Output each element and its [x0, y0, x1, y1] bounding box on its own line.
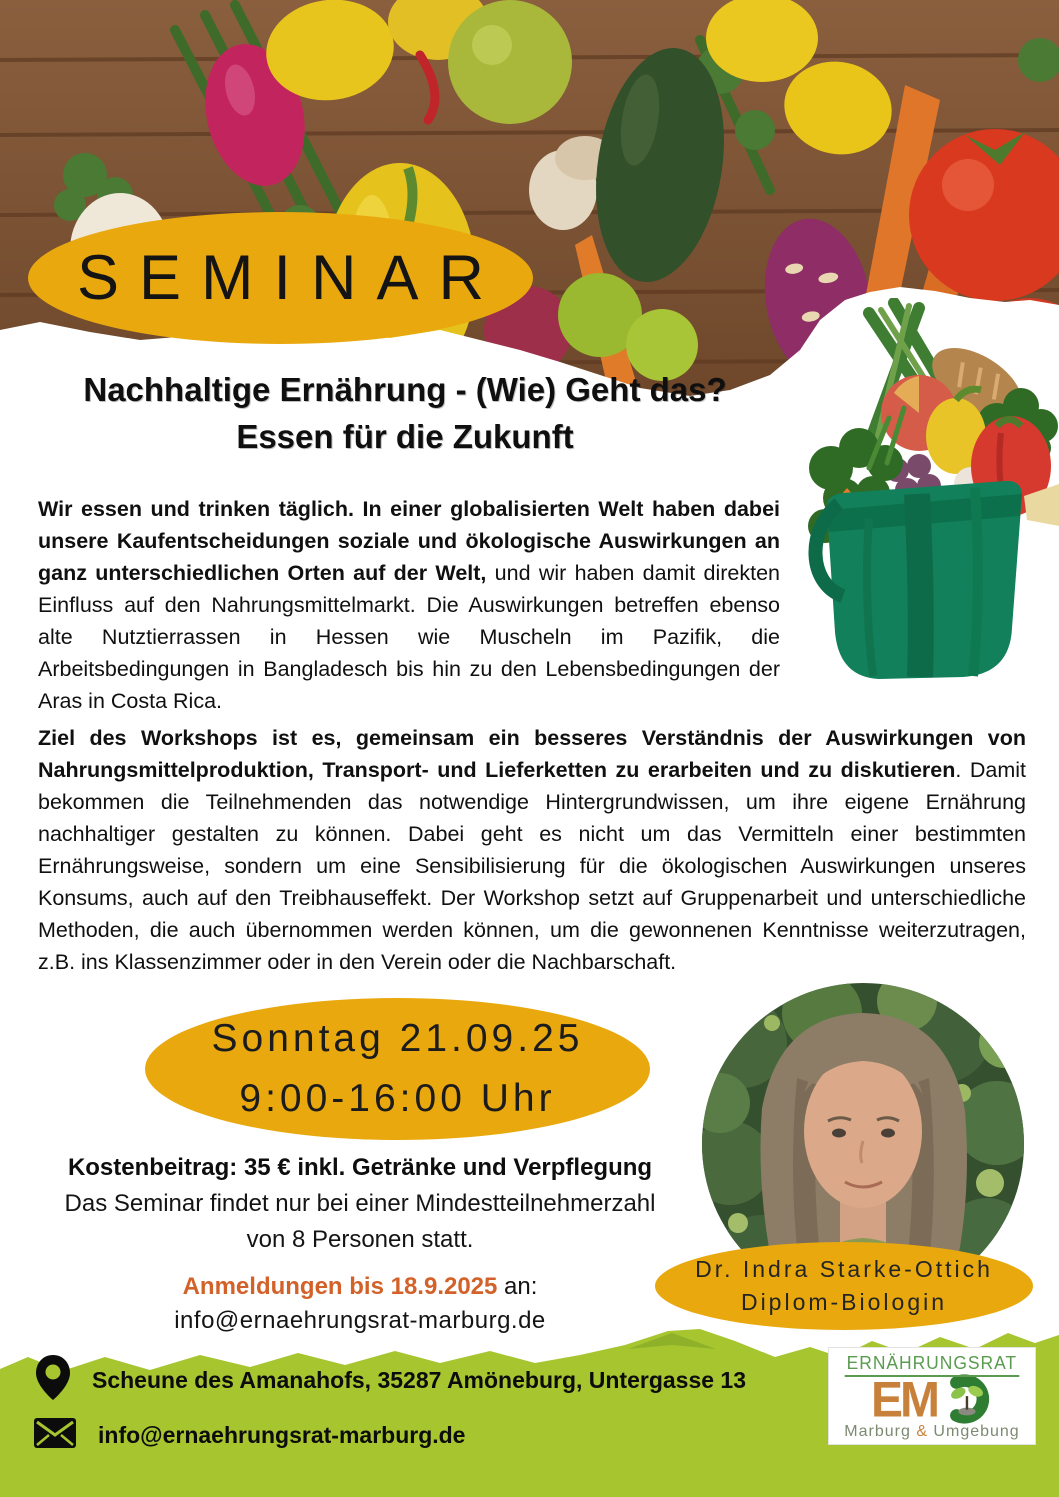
logo-initials: EM	[871, 1372, 937, 1429]
logo-region-post: Umgebung	[927, 1423, 1020, 1440]
goal-paragraph-rest: . Damit bekommen die Teilnehmenden das notwendige Hintergrundwissen, um ihre eigene Ernährung nachhaltiger gestalten zu können. Dabei geht es nicht um das Vermitteln einer bestimmten Ernährungsweise, sondern um eine Sensibilisierung für die ökologischen Auswirkungen unseres Konsums, auch auf den Treibhauseffekt. Der Workshop setzt auf Gruppenarbeit und unterschiedliche Methoden, die auch übernommen werden können, um die gewonnenen Kenntnisse weiterzutragen, z.B. ins Klassenzimmer oder in den Verein oder die Nachbarschaft.	[38, 757, 1026, 974]
logo-region-amp: &	[916, 1423, 928, 1440]
goal-paragraph	[38, 722, 1026, 978]
intro-paragraph	[38, 493, 780, 717]
logo-org-name: ERNÄHRUNGSRAT	[845, 1353, 1019, 1377]
intro-paragraph-bold: Wir essen und trinken täglich. In einer globalisierten Welt haben dabei unsere Kaufentscheidungen soziale und ökologische Auswirkungen an ganz unterschiedlichen Orten auf der Welt,	[38, 496, 780, 585]
min-participants-line-1: Das Seminar findet nur bei einer Mindestteilnehmerzahl	[64, 1190, 656, 1217]
registration-suffix: an:	[497, 1273, 538, 1300]
title-line-2: Essen für die Zukunft	[236, 418, 574, 455]
schedule-day: Sonntag 21.09.25	[211, 1017, 584, 1060]
footer-address: Scheune des Amanahofs, 35287 Amöneburg, Untergasse 13	[92, 1366, 747, 1393]
footer-email-row	[34, 1418, 465, 1453]
logo-mark	[871, 1372, 993, 1429]
seminar-badge	[28, 212, 533, 344]
schedule-badge	[145, 998, 650, 1140]
cost-line: Kostenbeitrag: 35 € inkl. Getränke und Verpflegung	[67, 1154, 653, 1181]
details-block	[30, 1150, 690, 1338]
min-participants-line-2: von 8 Personen statt.	[246, 1226, 474, 1253]
speaker-name: Dr. Indra Starke-Ottich	[695, 1256, 993, 1282]
footer-address-row	[36, 1355, 746, 1405]
registration-line	[30, 1270, 690, 1304]
seedling-icon	[939, 1373, 993, 1430]
schedule-time: 9:00-16:00 Uhr	[239, 1077, 556, 1120]
logo-region-pre: Marburg	[844, 1423, 917, 1440]
intro-paragraph-rest: und wir haben damit direkten Einfluss auf den Nahrungsmittelmarkt. Die Auswirkungen betreffen ebenso alte Nutztierrassen in Hessen wie Muscheln im Pazifik, die Arbeitsbedingungen in Bangladesch bis hin zu den Lebensbedingungen der Aras in Costa Rica.	[38, 560, 780, 713]
registration-email: info@ernaehrungsrat-marburg.de	[174, 1307, 546, 1334]
grocery-bag-photo	[769, 298, 1059, 693]
page-title	[5, 366, 805, 460]
location-pin-icon	[36, 1355, 70, 1405]
seminar-badge-label: SEMINAR	[76, 243, 505, 313]
title-line-1: Nachhaltige Ernährung - (Wie) Geht das?	[83, 371, 727, 408]
footer-email: info@ernaehrungsrat-marburg.de	[98, 1422, 466, 1448]
goal-paragraph-bold: Ziel des Workshops ist es, gemeinsam ein besseres Verständnis der Auswirkungen von Nahrungsmittelproduktion, Transport- und Lieferketten zu erarbeiten und zu diskutieren	[38, 725, 1026, 782]
speaker-title: Diplom-Biologin	[740, 1289, 948, 1315]
speaker-badge	[655, 1242, 1033, 1330]
envelope-icon	[34, 1418, 76, 1453]
registration-deadline: Anmeldungen bis 18.9.2025	[182, 1273, 498, 1300]
organization-logo	[828, 1347, 1036, 1445]
